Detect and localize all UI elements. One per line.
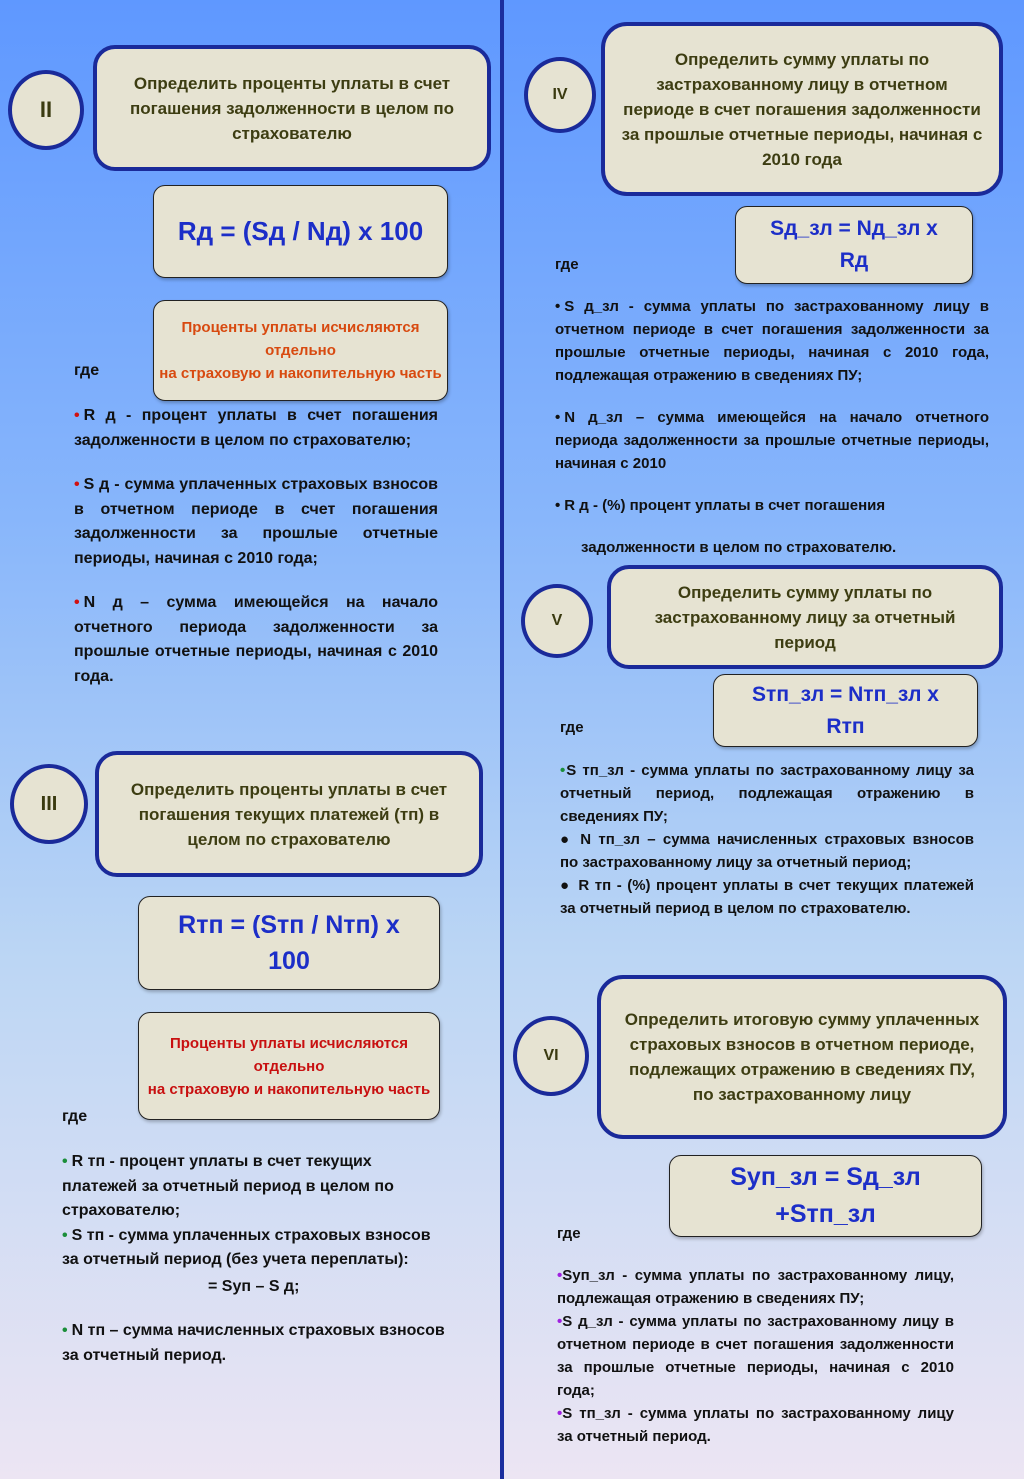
section-v-formula-box — [713, 674, 978, 747]
section-ii-formula: Rд = (Sд / Nд) х 100 — [177, 216, 424, 246]
section-iii-numeral: III — [40, 792, 58, 815]
bullet-icon: • — [560, 762, 566, 779]
bullet-icon: • — [74, 594, 80, 611]
bullet-icon: ● — [560, 877, 571, 894]
column-divider — [500, 0, 504, 1479]
bullet-icon: • — [62, 1153, 68, 1170]
bullet-icon: • — [557, 1313, 563, 1330]
section-iv-title-box — [601, 22, 1003, 196]
section-v-title: Определить сумму уплаты по застрахованному лицу за отчетный период — [654, 582, 956, 652]
list-item: • R тп - процент уплаты в счет текущих платежей за отчетный период в целом по страхователю; — [62, 1153, 394, 1219]
section-ii-note-line2: на страховую и накопительную часть — [159, 365, 442, 382]
list-item: • N д_зл – сумма имеющейся на начало отчетного периода задолженности за прошлые отчетные периоды, начиная с 2010 — [555, 409, 989, 472]
bullet-icon: • — [74, 407, 80, 424]
section-v-formula: Sтп_зл = Nтп_зл х Rтп — [752, 682, 939, 738]
bullet-icon: • — [555, 497, 561, 514]
section-vi-where-label: где — [557, 1225, 581, 1242]
bullet-icon: • — [74, 476, 80, 493]
section-iv-title: Определить сумму уплаты по застрахованному лицу в отчетном периоде в счет погашения задолженности за прошлые отчетные периоды, начиная с 2010 года — [621, 49, 983, 169]
section-iv-formula-box — [735, 206, 973, 284]
section-ii-note-box — [153, 300, 448, 401]
list-item: •Sуп_зл - сумма уплаты по застрахованному лицу, подлежащая отражению в сведениях ПУ; — [557, 1267, 954, 1307]
list-item: •S тп_зл - сумма уплаты по застрахованному лицу за отчетный период, подлежащая отражению в сведениях ПУ; — [560, 762, 974, 825]
section-v-badge — [521, 584, 593, 658]
section-iii-formula: Rтп = (Sтп / Nтп) х 100 — [178, 911, 400, 975]
section-ii-badge — [8, 70, 84, 150]
list-item: • N д – сумма имеющейся на начало отчетного периода задолженности за прошлые отчетные периоды, начиная с 2010 года. — [74, 594, 438, 685]
bullet-icon: ● — [560, 831, 573, 848]
subformula: = Sуп – S д; — [208, 1277, 300, 1295]
list-item: • R д - процент уплаты в счет погашения задолженности в целом по страхователю; — [74, 407, 438, 449]
section-iii-definitions — [62, 1150, 447, 1368]
section-iii-where-label: где — [62, 1108, 88, 1125]
section-v-title-box — [607, 565, 1003, 669]
list-item: • R д - (%) процент уплаты в счет погашения — [555, 497, 886, 514]
section-ii-note-line1: Проценты уплаты исчисляются отдельно — [181, 319, 420, 359]
section-ii-title-box — [93, 45, 491, 171]
section-v-definitions — [560, 759, 974, 920]
section-iii-badge — [10, 764, 88, 844]
bullet-icon: • — [555, 409, 561, 426]
section-ii-where-label: где — [74, 362, 100, 379]
section-iii-note-line1: Проценты уплаты исчисляются отдельно — [169, 1034, 409, 1075]
section-ii-numeral: II — [39, 97, 53, 122]
bullet-icon: • — [62, 1322, 68, 1339]
list-item: ● N тп_зл – сумма начисленных страховых взносов по застрахованному лицу за отчетный период; — [560, 831, 975, 871]
bullet-icon: • — [62, 1226, 68, 1244]
section-v-numeral: V — [551, 612, 563, 629]
bullet-icon: • — [557, 1405, 563, 1422]
section-iii-note-line2: на страховую и накопительную часть — [147, 1080, 431, 1098]
section-iv-badge — [524, 57, 596, 133]
bullet-icon: • — [557, 1267, 563, 1284]
section-ii-formula-box — [153, 185, 448, 278]
section-vi-formula-box — [669, 1155, 982, 1237]
list-item: • N тп – сумма начисленных страховых взносов за отчетный период. — [62, 1322, 445, 1364]
section-iv-where-label: где — [555, 256, 579, 273]
section-ii-title: Определить проценты уплаты в счет погашения задолженности в целом по страхователю — [129, 73, 455, 143]
section-iii-title: Определить проценты уплаты в счет погашения текущих платежей (тп) в целом по страхователю — [130, 779, 448, 849]
list-item: • S д - сумма уплаченных страховых взносов в отчетном периоде в счет погашения задолженности за прошлые отчетные периоды, начиная с 2010 года; — [74, 476, 438, 567]
section-ii-definitions — [74, 404, 438, 689]
section-v-where-label: где — [560, 719, 584, 736]
section-vi-formula: Sуп_зл = Sд_зл +Sтп_зл — [730, 1163, 921, 1228]
continuation: задолженности в целом по страхователю. — [581, 539, 897, 556]
section-vi-title: Определить итоговую сумму уплаченных страховых взносов в отчетном периоде, подлежащих отражению в сведениях ПУ, по застрахованному лицу — [624, 1010, 980, 1104]
section-vi-definitions — [557, 1264, 954, 1448]
list-item: •S тп_зл - сумма уплаты по застрахованному лицу за отчетный период. — [557, 1405, 954, 1445]
list-item: • S тп - сумма уплаченных страховых взносов за отчетный период (без учета переплаты): — [62, 1226, 431, 1268]
section-iii-title-box — [95, 751, 483, 877]
section-iv-numeral: IV — [552, 86, 568, 103]
list-item: •S д_зл - сумма уплаты по застрахованному лицу в отчетном периоде в счет погашения задолженности за прошлые отчетные периоды, начиная с 2010 года; — [557, 1313, 954, 1399]
section-vi-badge — [513, 1016, 589, 1096]
list-item: • S д_зл - сумма уплаты по застрахованному лицу в отчетном периоде в счет погашения задолженности за прошлые отчетные периоды, начиная с 2010 года, подлежащая отражению в сведениях ПУ; — [555, 298, 989, 384]
section-vi-numeral: VI — [543, 1047, 559, 1064]
bullet-icon: • — [555, 298, 561, 315]
section-vi-title-box — [597, 975, 1007, 1139]
section-iii-formula-box — [138, 896, 440, 990]
section-iii-note-box — [138, 1012, 440, 1120]
list-item: ● R тп - (%) процент уплаты в счет текущих платежей за отчетный период в целом по страхователю. — [560, 877, 974, 917]
section-iv-definitions — [555, 295, 989, 559]
section-iv-formula: Sд_зл = Nд_зл х Rд — [770, 217, 938, 272]
